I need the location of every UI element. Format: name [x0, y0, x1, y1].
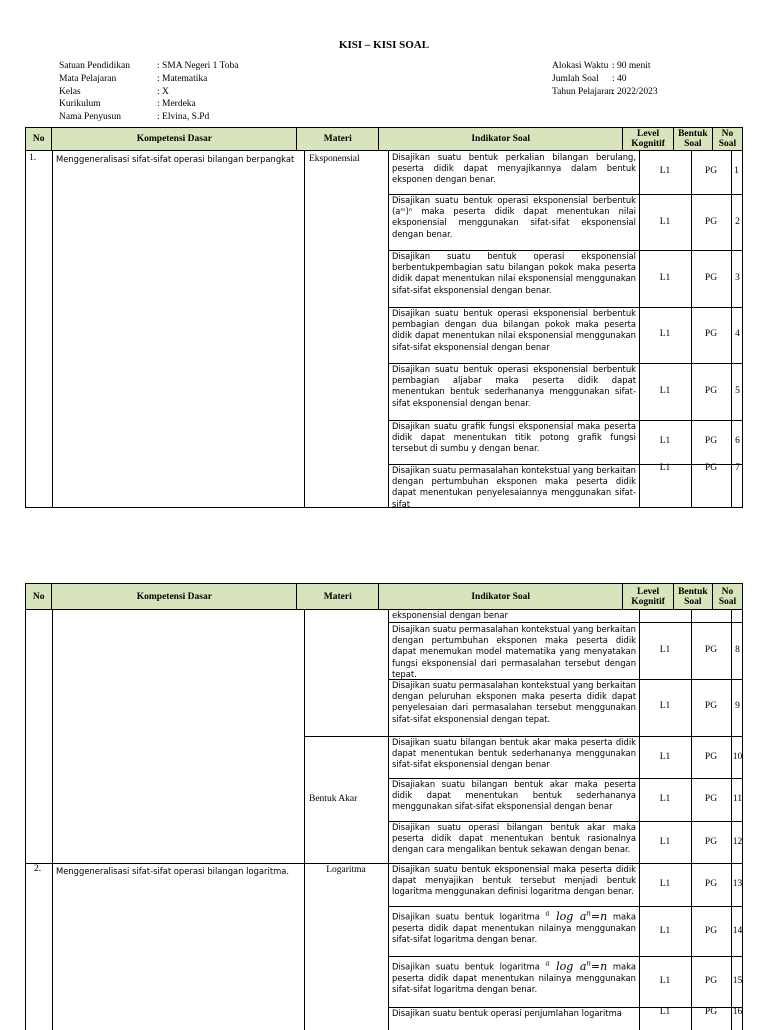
level-value: L1 — [659, 645, 671, 655]
indikator-text: Disajikan suatu bentuk perkalian bilangan berulang, peserta didik dapat menyajikannya dalam bentuk eksponen dengan benar. — [392, 152, 636, 185]
indikator-text: Disajikan suatu bentuk operasi eksponensial berbentuk (aᵐ)ⁿ maka peserta didik dapat menentukan nilai eksponensial menggunakan sifat-sifat eksponensial dengan benar. — [392, 195, 636, 239]
level-value: L1 — [659, 166, 671, 176]
bentuk-value: PG — [704, 166, 718, 176]
indikator-text: Disajikan suatu grafik fungsi eksponensial maka peserta didik dapat menentukan titik potong grafik fungsi tersebut di sumbu y dengan benar. — [392, 421, 636, 454]
nosoal-value: 13 — [732, 879, 743, 889]
level-value: L1 — [659, 1007, 671, 1017]
indikator-continuation: eksponensial dengan benar — [392, 610, 508, 620]
log-formula: $^a$ $\log a^n=n$ — [545, 909, 608, 923]
materi-text: Logaritma — [326, 865, 366, 875]
bentuk-value: PG — [704, 752, 718, 762]
header-level: Level Kognitif — [623, 128, 674, 150]
indikator-text: Disajikan suatu permasalahan kontekstual yang berkaitan dengan peluruhan eksponen maka peserta didik dapat penyelesaian dari permasalahan tersebut menggunakan sifat-sifat eksponensial dengan tepat. — [392, 680, 636, 724]
meta-value: : 2022/2023 — [612, 86, 658, 97]
table-header — [25, 583, 743, 610]
level-value: L1 — [659, 463, 671, 473]
kompetensi-text: Menggeneralisasi sifat-sifat operasi bilangan berpangkat — [56, 154, 295, 164]
header-nosoal: No Soal — [718, 129, 737, 149]
level-value: L1 — [659, 701, 671, 711]
level-value: L1 — [659, 837, 671, 847]
bentuk-value: PG — [704, 645, 718, 655]
row-number: 2. — [34, 864, 42, 874]
bentuk-value: PG — [704, 976, 718, 986]
meta-value: : SMA Negeri 1 Toba — [157, 61, 239, 71]
header-bentuk: Bentuk Soal — [674, 128, 713, 150]
level-value: L1 — [659, 926, 671, 936]
header-no: No — [26, 584, 52, 609]
header-kompetensi: Kompetensi Dasar — [52, 584, 297, 609]
meta-key: Nama Penyusun — [59, 112, 122, 123]
indikator-text — [392, 908, 636, 945]
meta-value: : 90 menit — [612, 61, 651, 71]
header-bentuk: Bentuk Soal — [674, 584, 713, 609]
indikator-text: Disajikan suatu bentuk operasi penjumlahan logaritma — [392, 1008, 622, 1018]
meta-key: Mata Pelajaran — [59, 73, 117, 84]
level-value: L1 — [659, 976, 671, 986]
table-header — [25, 127, 743, 151]
nosoal-value: 6 — [735, 436, 740, 446]
nosoal-value: 3 — [735, 273, 740, 283]
indikator-text: Disajikan suatu permasalahan kontekstual yang berkaitan dengan pertumbuhan eksponen maka peserta didik dapat menentukan penyelesaiannya menggunakan sifat-sifat — [392, 465, 636, 509]
nosoal-value: 5 — [735, 386, 740, 396]
meta-key: Alokasi Waktu — [552, 61, 609, 71]
header-no: No — [26, 128, 52, 150]
nosoal-value: 14 — [732, 926, 743, 936]
nosoal-value: 12 — [732, 837, 743, 847]
nosoal-value: 4 — [735, 329, 740, 339]
level-value: L1 — [659, 273, 671, 283]
kisi-table-2 — [25, 583, 743, 1030]
level-value: L1 — [659, 329, 671, 339]
meta-right — [552, 60, 658, 98]
level-value: L1 — [659, 879, 671, 889]
nosoal-value: 16 — [732, 1007, 743, 1017]
header-materi: Materi — [297, 584, 379, 609]
bentuk-value: PG — [704, 926, 718, 936]
nosoal-value: 9 — [735, 701, 740, 711]
indikator-text — [392, 958, 636, 995]
indikator-text: Disajikan suatu bentuk operasi eksponensial berbentuk pembagian dengan dua bilangan pokok maka peserta didik dapat menentukan nilai eksponensial menggunakan sifat-sifat eksponensial dengan benar — [392, 308, 636, 352]
kompetensi-text: Menggeneralisasi sifat-sifat operasi bilangan logaritma. — [56, 866, 290, 876]
document-title: KISI – KISI SOAL — [338, 39, 430, 51]
bentuk-value: PG — [704, 273, 718, 283]
bentuk-value: PG — [704, 1007, 718, 1017]
bentuk-value: PG — [704, 217, 718, 227]
meta-value: : Matematika — [157, 73, 208, 84]
log-formula: $^a$ $\log a^n=n$ — [545, 959, 608, 973]
nosoal-value: 15 — [732, 976, 743, 986]
nosoal-value: 11 — [732, 794, 743, 804]
level-value: L1 — [659, 794, 671, 804]
bentuk-value: PG — [704, 436, 718, 446]
indikator-text: Disajikan suatu operasi bilangan bentuk akar maka peserta didik dapat menentukan bentuk rasionalnya dengan cara mengalikan bentuk sekawan dengan benar. — [392, 822, 636, 855]
level-value: L1 — [659, 217, 671, 227]
bentuk-value: PG — [704, 386, 718, 396]
row-number: 1. — [29, 153, 37, 163]
indikator-text: Disajikan suatu permasalahan kontekstual yang berkaitan dengan pertumbuhan eksponen maka peserta didik dapat menemukan model matematika yang menyatakan fungsi eksponensial dari permasalahan tersebut dengan tepat. — [392, 624, 636, 679]
indikator-text: Disajikan suatu bentuk eksponensial maka peserta didik dapat menyajikan bentuk tersebut menjadi bentuk logaritma menggunakan definisi logaritma dengan benar. — [392, 864, 636, 897]
level-value: L1 — [659, 436, 671, 446]
indikator-text: Disajikan suatu bentuk operasi eksponensial berbentukpembagian satu bilangan pokok maka peserta didik dapat menentukan nilai eksponensial menggunakan sifat-sifat eksponensial dengan benar. — [392, 251, 636, 295]
header-kompetensi: Kompetensi Dasar — [52, 128, 297, 150]
header-nosoal: No Soal — [718, 586, 737, 607]
header-materi: Materi — [297, 128, 379, 150]
nosoal-value: 8 — [735, 645, 740, 655]
indikator-post: maka peserta didik dapat menentukan nilainya menggunakan sifat-sifat logaritma dengan benar. — [392, 911, 636, 945]
meta-value: : 40 — [612, 73, 627, 84]
level-value: L1 — [659, 752, 671, 762]
indikator-text: Disajikan suatu bentuk operasi eksponensial berbentuk pembagian aljabar maka peserta didik dapat menentukan bentuk sederhananya menggunakan sifat-sifat eksponensial dengan benar. — [392, 364, 636, 408]
meta-left — [59, 60, 239, 124]
meta-value: : X — [157, 86, 169, 97]
bentuk-value: PG — [704, 837, 718, 847]
nosoal-value: 10 — [732, 752, 743, 762]
bentuk-value: PG — [704, 463, 718, 473]
nosoal-value: 1 — [734, 166, 739, 176]
bentuk-value: PG — [704, 794, 718, 804]
meta-key: Jumlah Soal — [552, 73, 599, 84]
header-indikator: Indikator Soal — [379, 584, 623, 609]
bentuk-value: PG — [704, 701, 718, 711]
bentuk-value: PG — [704, 879, 718, 889]
kisi-table-1 — [25, 127, 743, 508]
table-body — [25, 151, 743, 508]
meta-key: Tahun Pelajaran — [552, 86, 614, 97]
meta-key: Kurikulum — [59, 99, 101, 110]
table-body — [25, 610, 743, 1030]
indikator-post: maka peserta didik dapat menentukan nilainya menggunakan sifat-sifat logaritma dengan benar. — [392, 961, 636, 995]
bentuk-value: PG — [704, 329, 718, 339]
nosoal-value: 7 — [735, 463, 740, 473]
level-value: L1 — [659, 386, 671, 396]
header-level: Level Kognitif — [623, 584, 674, 609]
meta-key: Kelas — [59, 86, 81, 97]
indikator-text: Disajikan suatu bilangan bentuk akar maka peserta didik dapat menentukan bentuk sederhananya menggunakan sifat-sifat eksponensial dengan benar — [392, 737, 636, 770]
materi-text: Bentuk Akar — [309, 794, 358, 804]
materi-text: Eksponensial — [309, 154, 360, 164]
meta-value: : Merdeka — [157, 99, 196, 110]
indikator-text: Disajiakan suatu bilangan bentuk akar maka peserta didik dapat menentukan bentuk sederhananya menggunakan sifat-sifat eksponensial dengan benar — [392, 779, 636, 812]
meta-key: Satuan Pendidikan — [59, 61, 130, 71]
indikator-pre: Disajikan suatu bentuk logaritma — [392, 911, 540, 922]
nosoal-value: 2 — [735, 217, 740, 227]
indikator-pre: Disajikan suatu bentuk logaritma — [392, 961, 540, 972]
header-indikator: Indikator Soal — [379, 128, 623, 150]
meta-value: : Elvina, S.Pd — [157, 112, 210, 123]
